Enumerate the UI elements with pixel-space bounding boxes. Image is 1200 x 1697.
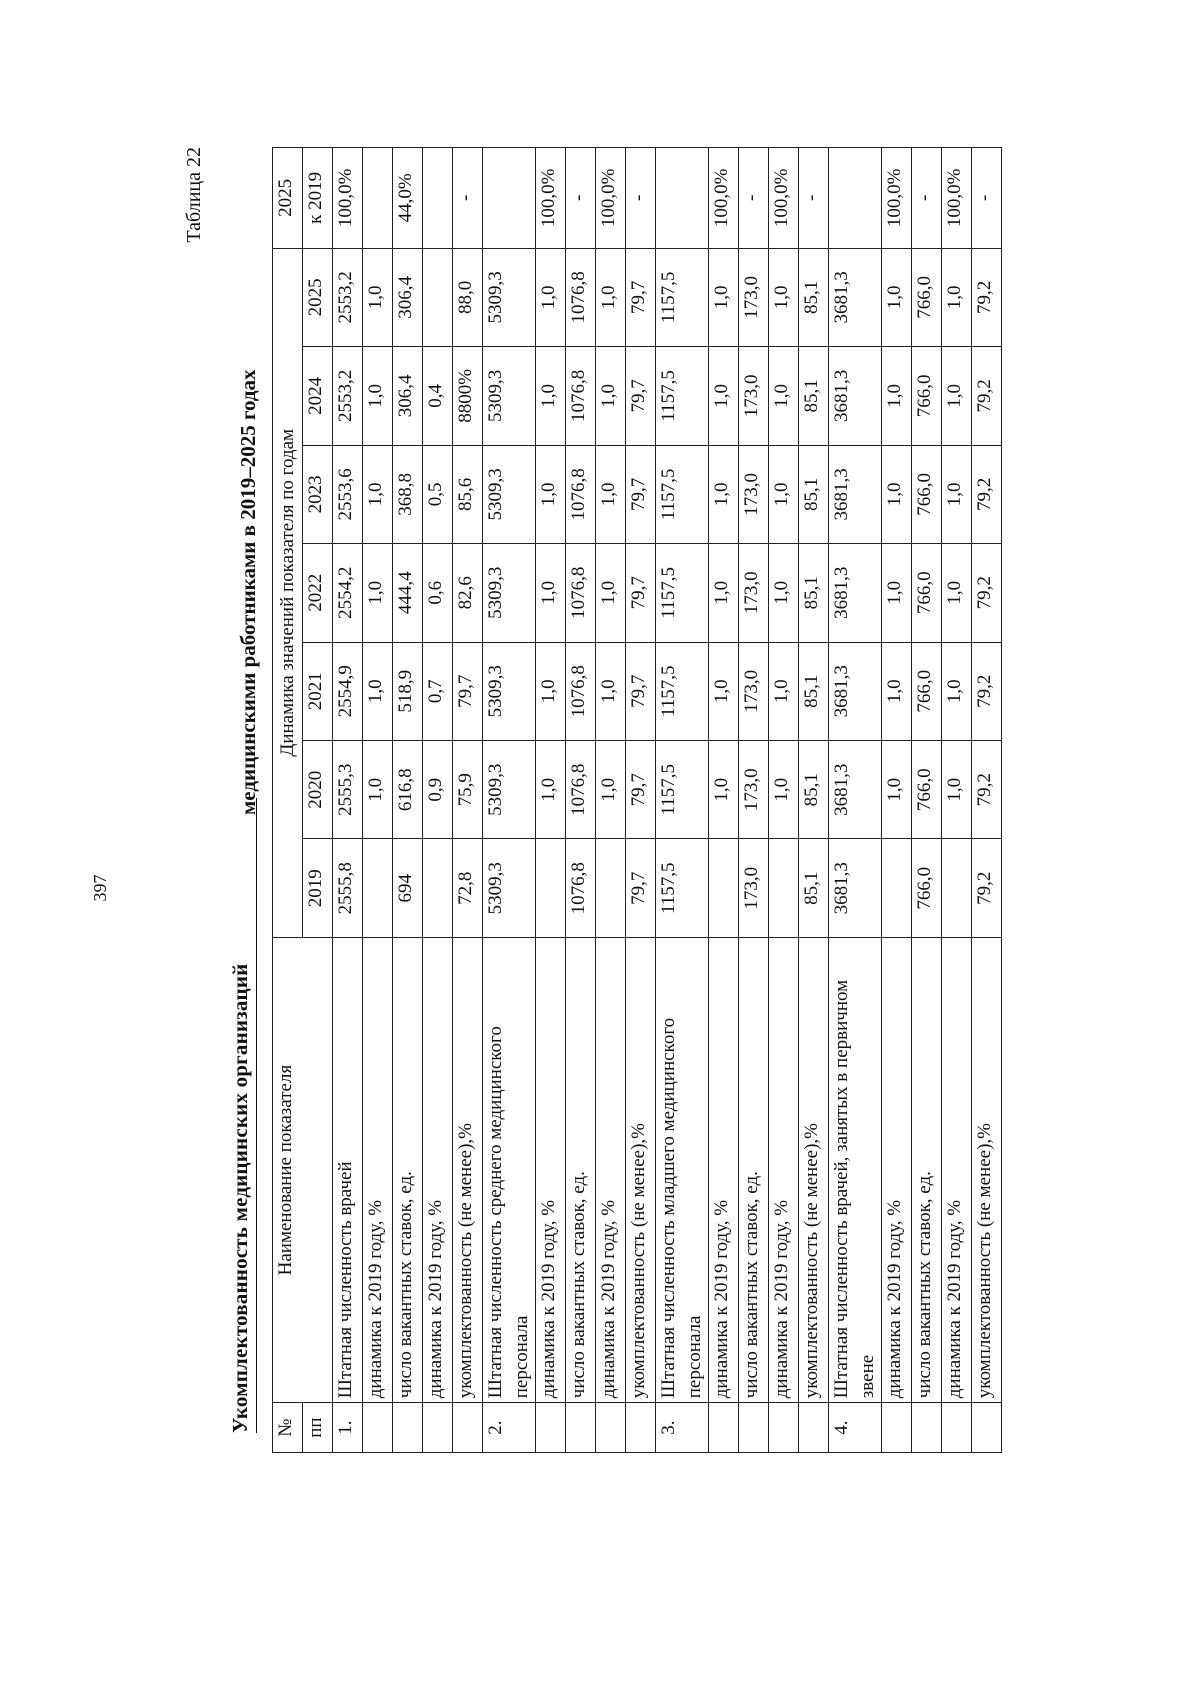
value-cell: 1,0 [596, 544, 626, 642]
value-cell: 1157,5 [656, 642, 709, 740]
value-cell: 79,2 [972, 839, 1002, 937]
indicator-name: Штатная численность среднего медицинского персонала [483, 937, 536, 1402]
value-cell: 766,0 [912, 347, 942, 445]
value-cell: 518,9 [393, 642, 423, 740]
value-cell: 1076,8 [566, 839, 596, 937]
value-cell: 1,0 [882, 544, 912, 642]
value-cell: 85,1 [799, 445, 829, 543]
row-number [709, 1403, 739, 1453]
ratio-cell [829, 148, 882, 249]
value-cell: 79,2 [972, 445, 1002, 543]
value-cell: 3681,3 [829, 544, 882, 642]
value-cell: 1,0 [942, 445, 972, 543]
ratio-cell: - [566, 148, 596, 249]
row-number [626, 1403, 656, 1453]
table-row [739, 148, 769, 1453]
row-number [423, 1403, 453, 1453]
value-cell: 0,5 [423, 445, 453, 543]
value-cell: 1076,8 [566, 544, 596, 642]
header-year: 2025 [303, 248, 333, 346]
value-cell: 766,0 [912, 445, 942, 543]
value-cell: 79,7 [626, 445, 656, 543]
table-row [656, 148, 709, 1453]
value-cell: 1,0 [536, 445, 566, 543]
indicator-name: укомплектованность (не менее),% [626, 937, 656, 1402]
value-cell: 1,0 [536, 248, 566, 346]
value-cell: 173,0 [739, 248, 769, 346]
value-cell: 1,0 [942, 248, 972, 346]
page-number: 397 [90, 874, 110, 902]
value-cell: 1157,5 [656, 347, 709, 445]
row-number [393, 1403, 423, 1453]
ratio-cell: - [799, 148, 829, 249]
table-row [942, 148, 972, 1453]
value-cell: 5309,3 [483, 642, 536, 740]
value-cell: 1,0 [363, 445, 393, 543]
ratio-cell: 44,0% [393, 148, 423, 249]
value-cell: 1157,5 [656, 544, 709, 642]
value-cell: 1,0 [363, 544, 393, 642]
ratio-cell: 100,0% [769, 148, 799, 249]
row-number: 4. [829, 1403, 882, 1453]
value-cell: 1,0 [709, 642, 739, 740]
value-cell: 79,7 [626, 839, 656, 937]
indicator-name: динамика к 2019 году, % [769, 937, 799, 1402]
indicator-name: число вакантных ставок, ед. [912, 937, 942, 1402]
table-row [912, 148, 942, 1453]
value-cell: 1,0 [709, 741, 739, 839]
value-cell: 88,0 [453, 248, 483, 346]
ratio-cell [483, 148, 536, 249]
indicator-name: динамика к 2019 году, % [536, 937, 566, 1402]
ratio-cell: - [739, 148, 769, 249]
row-number: 2. [483, 1403, 536, 1453]
value-cell: 1,0 [882, 445, 912, 543]
table-row [453, 148, 483, 1453]
indicator-name: укомплектованность (не менее),% [453, 937, 483, 1402]
indicator-name: Штатная численность врачей [333, 937, 363, 1402]
table-row [423, 148, 453, 1453]
value-cell: 82,6 [453, 544, 483, 642]
value-cell: 1,0 [709, 544, 739, 642]
value-cell: 1157,5 [656, 248, 709, 346]
staffing-table [272, 147, 1002, 1453]
ratio-cell: 100,0% [596, 148, 626, 249]
header-row-1 [273, 148, 303, 1453]
table-row [882, 148, 912, 1453]
row-number [739, 1403, 769, 1453]
value-cell: 1076,8 [566, 741, 596, 839]
value-cell: 306,4 [393, 347, 423, 445]
header-year: 2019 [303, 839, 333, 937]
table-body [333, 148, 1002, 1453]
value-cell: 1,0 [769, 347, 799, 445]
value-cell: 8800% [453, 347, 483, 445]
value-cell [423, 248, 453, 346]
row-number [769, 1403, 799, 1453]
ratio-cell: - [453, 148, 483, 249]
value-cell: 5309,3 [483, 741, 536, 839]
value-cell: 1,0 [942, 347, 972, 445]
value-cell: 1,0 [882, 741, 912, 839]
ratio-cell: - [912, 148, 942, 249]
row-number [882, 1403, 912, 1453]
value-cell: 1,0 [709, 347, 739, 445]
header-group: Динамика значений показателя по годам [273, 248, 303, 937]
value-cell: 5309,3 [483, 347, 536, 445]
value-cell: 2555,8 [333, 839, 363, 937]
value-cell [709, 839, 739, 937]
value-cell: 1,0 [596, 248, 626, 346]
ratio-cell: 100,0% [536, 148, 566, 249]
value-cell: 79,7 [626, 248, 656, 346]
value-cell: 5309,3 [483, 445, 536, 543]
value-cell: 1,0 [769, 642, 799, 740]
indicator-name: динамика к 2019 году, % [882, 937, 912, 1402]
value-cell: 1,0 [942, 544, 972, 642]
value-cell: 3681,3 [829, 642, 882, 740]
value-cell: 1,0 [942, 741, 972, 839]
header-name: Наименование показателя [273, 937, 333, 1402]
table-row [626, 148, 656, 1453]
value-cell: 5309,3 [483, 248, 536, 346]
row-number [536, 1403, 566, 1453]
value-cell: 1,0 [363, 741, 393, 839]
value-cell: 1,0 [363, 248, 393, 346]
value-cell: 173,0 [739, 445, 769, 543]
value-cell: 1157,5 [656, 741, 709, 839]
header-last-2: к 2019 [303, 148, 333, 249]
indicator-name: динамика к 2019 году, % [596, 937, 626, 1402]
value-cell: 0,7 [423, 642, 453, 740]
value-cell: 79,7 [626, 347, 656, 445]
header-last-1: 2025 [273, 148, 303, 249]
table-row [769, 148, 799, 1453]
value-cell: 3681,3 [829, 839, 882, 937]
value-cell: 79,2 [972, 544, 1002, 642]
value-cell: 1076,8 [566, 248, 596, 346]
value-cell: 85,1 [799, 839, 829, 937]
header-year: 2024 [303, 347, 333, 445]
value-cell: 1076,8 [566, 445, 596, 543]
value-cell: 79,7 [453, 642, 483, 740]
value-cell: 766,0 [912, 544, 942, 642]
table-row [829, 148, 882, 1453]
value-cell: 3681,3 [829, 741, 882, 839]
ratio-cell [423, 148, 453, 249]
value-cell: 0,6 [423, 544, 453, 642]
value-cell: 1,0 [709, 445, 739, 543]
header-year: 2020 [303, 741, 333, 839]
indicator-name: динамика к 2019 году, % [363, 937, 393, 1402]
value-cell: 766,0 [912, 642, 942, 740]
value-cell [363, 839, 393, 937]
value-cell: 1076,8 [566, 347, 596, 445]
value-cell: 1,0 [596, 347, 626, 445]
ratio-cell: 100,0% [333, 148, 363, 249]
value-cell: 1,0 [596, 642, 626, 740]
row-number: 1. [333, 1403, 363, 1453]
value-cell: 2553,6 [333, 445, 363, 543]
title-left: Укомплектованность медицинских организаций [228, 963, 252, 1433]
value-cell: 766,0 [912, 839, 942, 937]
value-cell: 1,0 [769, 741, 799, 839]
value-cell: 79,7 [626, 741, 656, 839]
value-cell: 1,0 [769, 544, 799, 642]
ratio-cell [656, 148, 709, 249]
value-cell [769, 839, 799, 937]
value-cell: 2553,2 [333, 248, 363, 346]
value-cell: 85,1 [799, 347, 829, 445]
value-cell: 0,9 [423, 741, 453, 839]
ratio-cell: 100,0% [709, 148, 739, 249]
value-cell: 3681,3 [829, 347, 882, 445]
row-number [453, 1403, 483, 1453]
table-row [799, 148, 829, 1453]
value-cell: 85,1 [799, 741, 829, 839]
table-row [972, 148, 1002, 1453]
value-cell: 72,8 [453, 839, 483, 937]
value-cell: 1,0 [769, 445, 799, 543]
value-cell: 1157,5 [656, 839, 709, 937]
table-row [483, 148, 536, 1453]
table-row [363, 148, 393, 1453]
value-cell: 85,6 [453, 445, 483, 543]
indicator-name: динамика к 2019 году, % [423, 937, 453, 1402]
row-number [363, 1403, 393, 1453]
indicator-name: Штатная численность врачей, занятых в первичном звене [829, 937, 882, 1402]
value-cell: 79,2 [972, 642, 1002, 740]
value-cell: 1,0 [882, 642, 912, 740]
title-right: медицинскими работниками в 2019–2025 годах [236, 369, 260, 815]
row-number [912, 1403, 942, 1453]
title-underline [256, 798, 257, 1433]
header-num: № [273, 1403, 303, 1453]
indicator-name: Штатная численность младшего медицинского персонала [656, 937, 709, 1402]
value-cell: 444,4 [393, 544, 423, 642]
value-cell: 1076,8 [566, 642, 596, 740]
value-cell: 79,2 [972, 248, 1002, 346]
indicator-name: число вакантных ставок, ед. [393, 937, 423, 1402]
value-cell [536, 839, 566, 937]
value-cell: 0,4 [423, 347, 453, 445]
indicator-name: укомплектованность (не менее),% [972, 937, 1002, 1402]
value-cell: 1,0 [363, 642, 393, 740]
value-cell [882, 839, 912, 937]
ratio-cell: - [626, 148, 656, 249]
value-cell: 2553,2 [333, 347, 363, 445]
ratio-cell: 100,0% [942, 148, 972, 249]
indicator-name: динамика к 2019 году, % [942, 937, 972, 1402]
value-cell [596, 839, 626, 937]
value-cell: 173,0 [739, 347, 769, 445]
value-cell: 5309,3 [483, 839, 536, 937]
value-cell: 1,0 [769, 248, 799, 346]
table-title [222, 123, 270, 1453]
value-cell: 75,9 [453, 741, 483, 839]
value-cell: 173,0 [739, 839, 769, 937]
table-row [709, 148, 739, 1453]
table-row [333, 148, 363, 1453]
table-row [536, 148, 566, 1453]
value-cell: 3681,3 [829, 248, 882, 346]
value-cell: 79,7 [626, 642, 656, 740]
value-cell: 616,8 [393, 741, 423, 839]
value-cell: 1,0 [596, 445, 626, 543]
value-cell: 1,0 [536, 642, 566, 740]
value-cell [942, 839, 972, 937]
header-year: 2022 [303, 544, 333, 642]
row-number [942, 1403, 972, 1453]
value-cell: 1,0 [709, 248, 739, 346]
header-year: 2021 [303, 642, 333, 740]
row-number [799, 1403, 829, 1453]
value-cell: 173,0 [739, 741, 769, 839]
value-cell: 173,0 [739, 544, 769, 642]
value-cell [423, 839, 453, 937]
table-row [566, 148, 596, 1453]
row-number: 3. [656, 1403, 709, 1453]
row-number [972, 1403, 1002, 1453]
indicator-name: динамика к 2019 году, % [709, 937, 739, 1402]
header-year: 2023 [303, 445, 333, 543]
indicator-name: число вакантных ставок, ед. [566, 937, 596, 1402]
value-cell: 79,2 [972, 347, 1002, 445]
indicator-name: число вакантных ставок, ед. [739, 937, 769, 1402]
value-cell: 79,2 [972, 741, 1002, 839]
table-row [393, 148, 423, 1453]
ratio-cell: - [972, 148, 1002, 249]
value-cell: 1,0 [536, 544, 566, 642]
header-num-sub: пп [303, 1403, 333, 1453]
value-cell: 2554,2 [333, 544, 363, 642]
row-number [566, 1403, 596, 1453]
value-cell: 1,0 [882, 248, 912, 346]
row-number [596, 1403, 626, 1453]
value-cell: 85,1 [799, 248, 829, 346]
value-cell: 1,0 [536, 741, 566, 839]
value-cell: 1157,5 [656, 445, 709, 543]
value-cell: 1,0 [596, 741, 626, 839]
indicator-name: укомплектованность (не менее),% [799, 937, 829, 1402]
value-cell: 3681,3 [829, 445, 882, 543]
value-cell: 766,0 [912, 248, 942, 346]
value-cell: 1,0 [536, 347, 566, 445]
value-cell: 85,1 [799, 642, 829, 740]
value-cell: 79,7 [626, 544, 656, 642]
value-cell: 85,1 [799, 544, 829, 642]
value-cell: 306,4 [393, 248, 423, 346]
value-cell: 173,0 [739, 642, 769, 740]
ratio-cell: 100,0% [882, 148, 912, 249]
ratio-cell [363, 148, 393, 249]
table-row [596, 148, 626, 1453]
value-cell: 2555,3 [333, 741, 363, 839]
value-cell: 1,0 [363, 347, 393, 445]
value-cell: 368,8 [393, 445, 423, 543]
value-cell: 1,0 [882, 347, 912, 445]
value-cell: 694 [393, 839, 423, 937]
value-cell: 1,0 [942, 642, 972, 740]
value-cell: 766,0 [912, 741, 942, 839]
value-cell: 2554,9 [333, 642, 363, 740]
table-label: Таблица 22 [183, 147, 205, 243]
value-cell: 5309,3 [483, 544, 536, 642]
